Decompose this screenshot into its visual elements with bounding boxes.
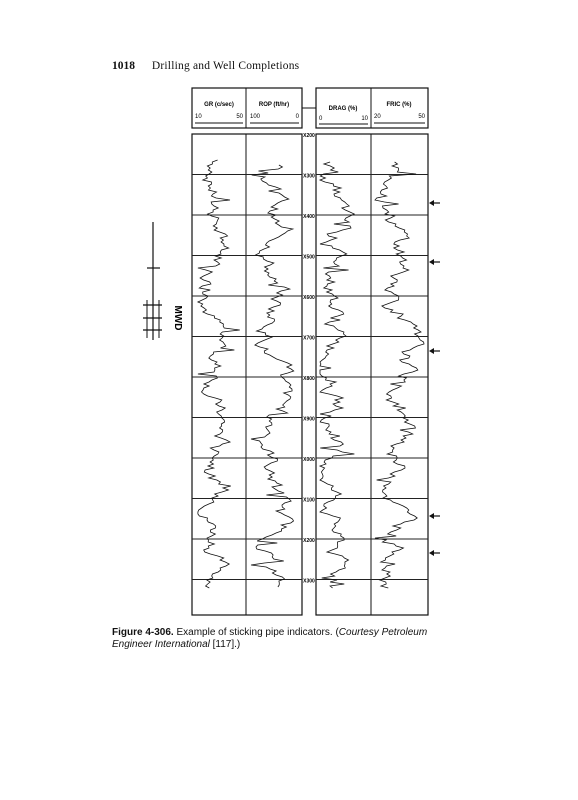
depth-label: X100 [303, 497, 315, 504]
fric-curve [375, 162, 424, 588]
log-panel-left [192, 134, 302, 615]
arrow-marker [429, 200, 440, 206]
depth-label: X300 [303, 173, 315, 180]
header-rop-right: 0 [295, 114, 299, 120]
gr-curve [198, 160, 240, 588]
header-title-drag: DRAG (%) [328, 106, 358, 112]
figure-label: Figure 4-306. [112, 627, 174, 638]
drag-curve [320, 162, 354, 588]
depth-label: X200 [303, 133, 315, 139]
arrow-marker [429, 348, 440, 354]
depth-label: X300 [303, 578, 315, 585]
mwd-indicator [143, 222, 162, 340]
log-panel-right [316, 134, 428, 615]
header-fric-left: 20 [374, 114, 381, 120]
log-curves [198, 160, 424, 588]
caption-text: Example of sticking pipe indicators. ( [173, 627, 339, 638]
header-title-rop: ROP (ft/hr) [258, 102, 290, 108]
depth-label: X800 [303, 376, 315, 382]
arrow-markers [429, 200, 440, 556]
header-drag-right: 10 [361, 116, 368, 122]
depth-label: X400 [303, 214, 315, 220]
header-title-gr: GR (c/sec) [204, 102, 234, 108]
track-header-group [192, 88, 428, 128]
page-number: 1018 [112, 60, 135, 72]
arrow-marker [429, 513, 440, 519]
running-title: Drilling and Well Completions [151, 60, 300, 72]
depth-label: X500 [303, 254, 315, 261]
depth-label: X900 [303, 416, 315, 423]
header-title-fric: FRIC (%) [386, 102, 412, 108]
depth-label: X000 [303, 457, 315, 463]
figure-caption [112, 627, 462, 651]
rop-curve [251, 165, 294, 587]
mwd-label: MWD [172, 305, 183, 331]
header-gr-left: 10 [195, 114, 202, 120]
header-box-gr-rop [192, 88, 302, 128]
header-fric-right: 50 [418, 114, 425, 120]
header-rop-left: 100 [250, 114, 261, 120]
depth-label: X700 [303, 335, 315, 342]
depth-label: X600 [303, 295, 315, 301]
header-gr-right: 50 [236, 114, 243, 120]
arrow-marker [429, 550, 440, 556]
depth-label: X200 [303, 538, 315, 544]
caption-reference: [117].) [209, 639, 241, 650]
header-drag-left: 0 [319, 116, 323, 122]
arrow-marker [429, 259, 440, 265]
caption-courtesy: Courtesy Petroleum Engineer International [112, 627, 428, 650]
depth-label-group [303, 133, 315, 585]
